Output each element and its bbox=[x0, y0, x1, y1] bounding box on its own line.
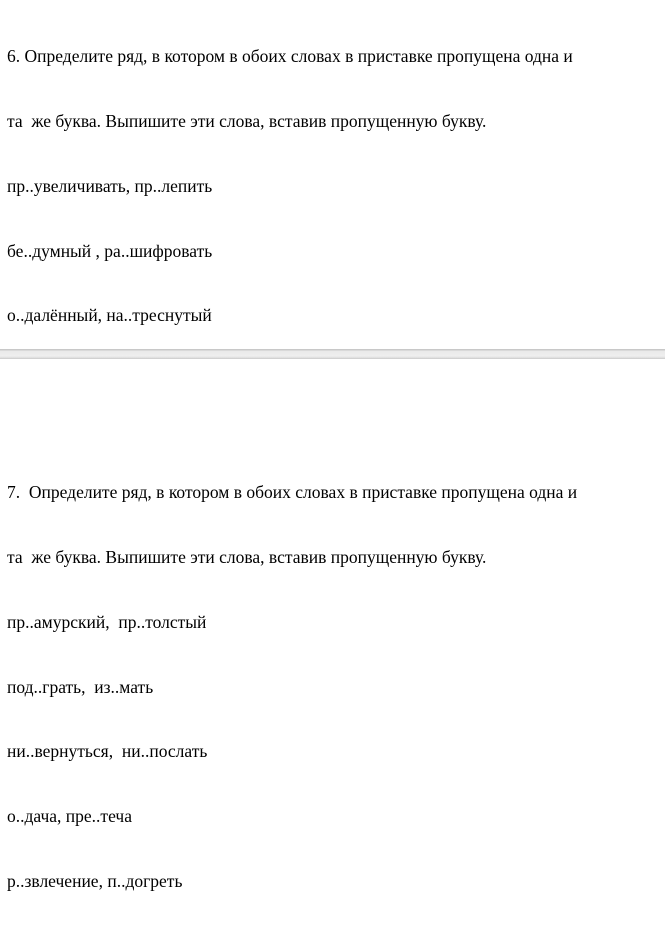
page-1 bbox=[0, 0, 665, 349]
task-instruction-line: та же буква. Выпишите эти слова, вставив пропущенную букву. bbox=[7, 110, 487, 131]
page-2 bbox=[0, 359, 665, 891]
word-row: о..далённый, на..треснутый bbox=[7, 305, 212, 326]
word-row: пр..увеличивать, пр..лепить bbox=[7, 175, 213, 196]
task-7 bbox=[7, 439, 577, 936]
word-row: р..звлечение, п..догреть bbox=[7, 870, 183, 891]
word-row: ни..вернуться, ни..послать bbox=[7, 741, 208, 762]
word-row: под..грать, из..мать bbox=[7, 676, 154, 697]
task-instruction-line: 7. Определите ряд, в котором в обоих словах в приставке пропущена одна и bbox=[7, 482, 578, 503]
word-row: о..дача, пре..теча bbox=[7, 806, 132, 827]
page-divider bbox=[0, 349, 665, 359]
task-instruction-line: 6. Определите ряд, в котором в обоих словах в приставке пропущена одна и bbox=[7, 46, 573, 67]
word-row: пр..амурский, пр..толстый bbox=[7, 611, 207, 632]
task-instruction-line: та же буква. Выпишите эти слова, вставив пропущенную букву. bbox=[7, 546, 487, 567]
word-row: бе..думный , ра..шифровать bbox=[7, 240, 213, 261]
